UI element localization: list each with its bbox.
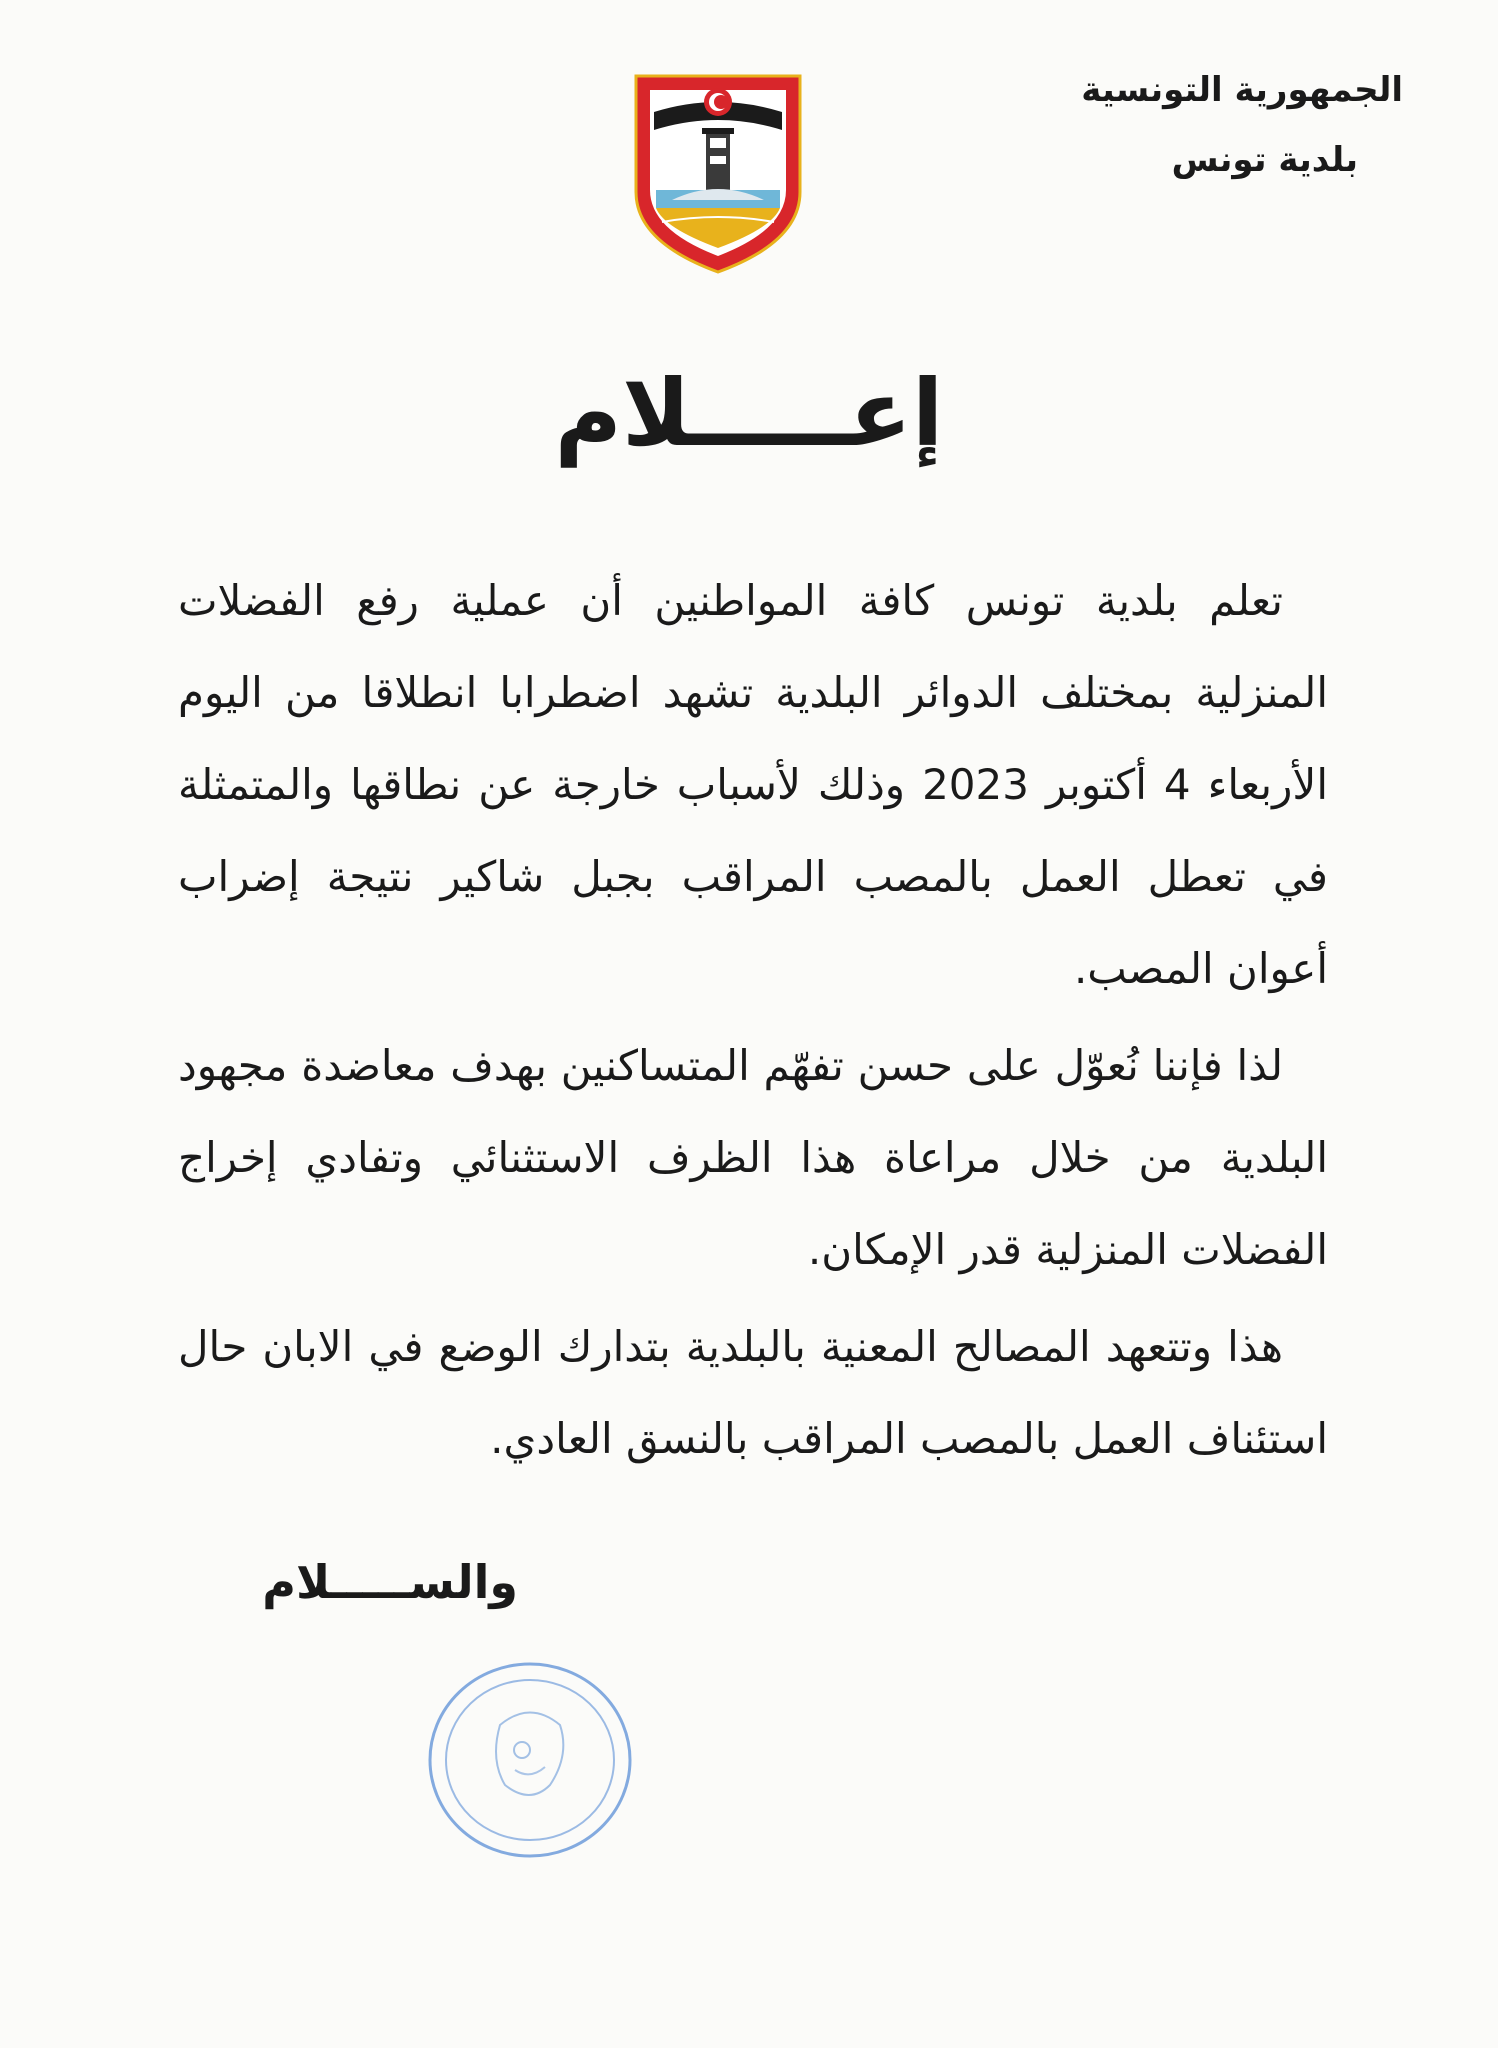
closing-salutation: والســـــلام (262, 1555, 518, 1609)
republic-name: الجمهورية التونسية (1081, 70, 1403, 110)
letterhead (1081, 70, 1403, 180)
paragraph-2: لذا فإننا نُعوّل على حسن تفهّم المتساكنين بهدف معاضدة مجهود البلدية من خلال مراعاة هذا الظرف الاستثنائي وتفادي إخراج الفضلات المنزلية قدر الإمكان. (178, 1041, 1328, 1274)
notice-title: إعـــــلام (554, 360, 944, 467)
tunis-municipality-emblem (632, 72, 804, 277)
paragraph-1: تعلم بلدية تونس كافة المواطنين أن عملية رفع الفضلات المنزلية بمختلف الدوائر البلدية تشهد اضطرابا انطلاقا من اليوم الأربعاء 4 أكتوبر 2023 وذلك لأسباب خارجة عن نطاقها والمتمثلة في تعطل العمل بالمصب المراقب بجبل شاكير نتيجة إضراب أعوان المصب. (178, 576, 1328, 993)
municipality-name: بلدية تونس (1171, 140, 1358, 180)
paragraph-3: هذا وتتعهد المصالح المعنية بالبلدية بتدارك الوضع في الابان حال استئناف العمل بالمصب المراقب بالنسق العادي. (178, 1322, 1328, 1463)
notice-body (178, 555, 1328, 1490)
official-stamp (420, 1655, 640, 1865)
